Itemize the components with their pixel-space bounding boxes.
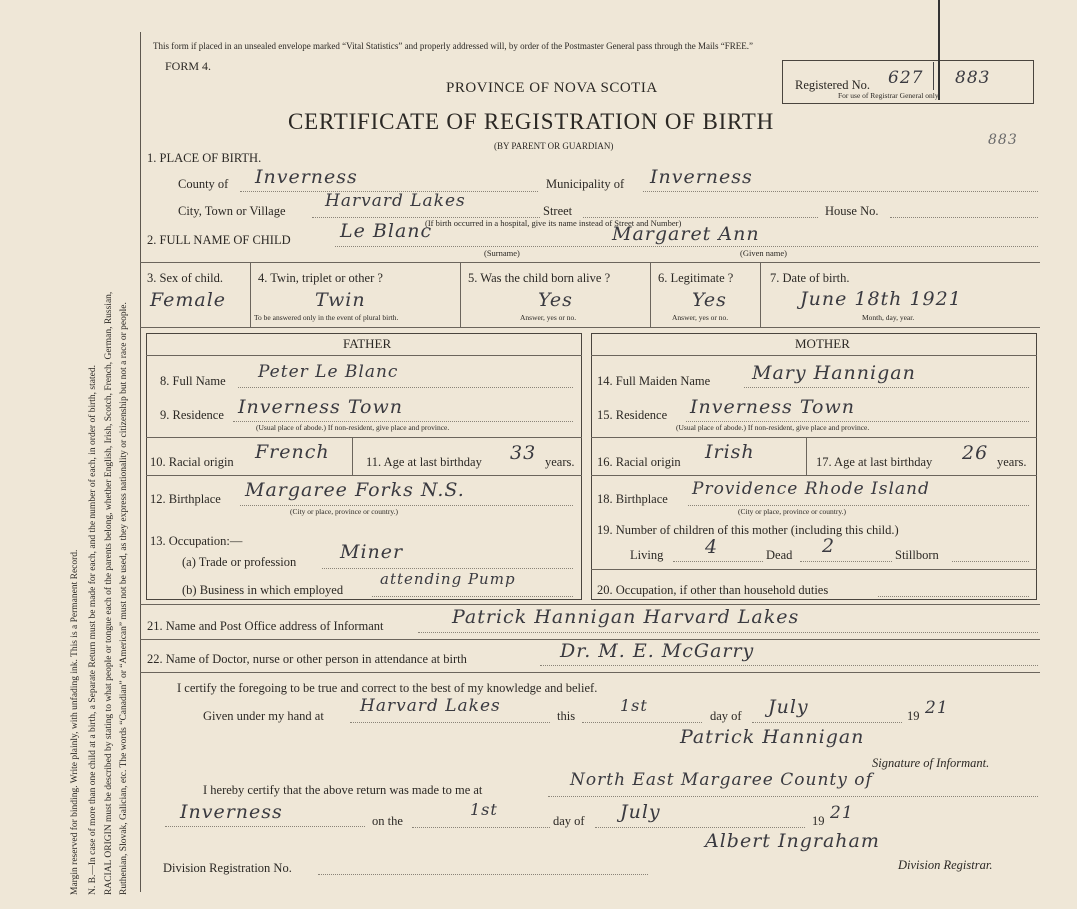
mother-children-label: 19. Number of children of this mother (including this child.)	[597, 523, 899, 537]
child-given-name: Margaret Ann	[612, 223, 760, 245]
certify-year-prefix: 19	[907, 709, 920, 723]
registrar-month-value: July	[620, 801, 661, 823]
registered-value-a: 627	[888, 68, 924, 88]
margin-note-ruthenian: Ruthenian, Slovak, Galician, etc. The words “Canadian” or “American” must not be used, as they express nationality or citizenship but not a race or people.	[119, 302, 129, 895]
father-trade-label: (a) Trade or profession	[182, 555, 297, 569]
doctor-label: 22. Name of Doctor, nurse or other person in attendance at birth	[147, 652, 467, 666]
registrar-year-value: 21	[830, 803, 854, 823]
mailing-notice: This form if placed in an unsealed envelope marked “Vital Statistics” and properly addressed will, by order of the Postmaster General pass through the Mails “FREE.”	[153, 41, 754, 51]
certify-statement: I certify the foregoing to be true and correct to the best of my knowledge and belief.	[177, 681, 598, 695]
father-business-label: (b) Business in which employed	[182, 583, 344, 597]
twin-label: 4. Twin, triplet or other ?	[258, 271, 383, 285]
father-birthplace-caption: (City or place, province or country.)	[290, 507, 399, 516]
page-subtitle: (BY PARENT OR GUARDIAN)	[494, 141, 614, 151]
father-age-value: 33	[510, 442, 537, 464]
certify-year-value: 21	[925, 698, 949, 718]
father-birthplace-value: Margaree Forks N.S.	[245, 479, 465, 501]
mother-residence-label: 15. Residence	[597, 408, 668, 422]
father-name-label: 8. Full Name	[160, 374, 226, 388]
twin-caption: To be answered only in the event of plural birth.	[254, 313, 399, 322]
father-occupation-label: 13. Occupation:—	[150, 534, 243, 548]
alive-label: 5. Was the child born alive ?	[468, 271, 611, 285]
legitimate-value: Yes	[692, 289, 727, 311]
county-label: County of	[178, 177, 229, 191]
birth-date-caption: Month, day, year.	[862, 313, 915, 322]
margin-note-binding: Margin reserved for binding. Write plainly, with unfading ink. This is a Permanent Record.	[70, 549, 80, 895]
father-heading: FATHER	[343, 336, 392, 351]
pen-stroke	[938, 0, 940, 100]
mother-birthplace-caption: (City or place, province or country.)	[738, 507, 847, 516]
father-racial-value: French	[255, 441, 330, 463]
registrar-year-prefix: 19	[812, 814, 825, 828]
mother-heading: MOTHER	[795, 336, 850, 351]
father-racial-label: 10. Racial origin	[150, 455, 234, 469]
mother-name-label: 14. Full Maiden Name	[597, 374, 711, 388]
legitimate-label: 6. Legitimate ?	[658, 271, 734, 285]
hospital-note: (If birth occurred in a hospital, give its name instead of Street and Number)	[425, 218, 682, 228]
father-age-label: 11. Age at last birthday	[366, 455, 482, 469]
city-value: Harvard Lakes	[325, 191, 466, 211]
informant-signature-caption: Signature of Informant.	[872, 756, 990, 770]
margin-note-nb: N. B.—In case of more than one child at a birth, a Separate Return must be made for each, and the number of each, in order of birth, stated.	[88, 365, 98, 895]
municipality-label: Municipality of	[546, 177, 625, 191]
registered-divider	[933, 62, 934, 90]
registered-value-b: 883	[955, 68, 991, 88]
mother-name-value: Mary Hannigan	[752, 362, 916, 384]
registrar-place-value-2: Inverness	[180, 801, 283, 823]
registrar-on-label: on the	[372, 814, 403, 828]
child-surname: Le Blanc	[340, 220, 433, 242]
form-number: FORM 4.	[165, 59, 212, 73]
father-business-value: attending Pump	[380, 570, 516, 588]
given-under-label: Given under my hand at	[203, 709, 324, 723]
county-value: Inverness	[255, 166, 358, 188]
registrar-signature: Albert Ingraham	[705, 830, 880, 852]
dead-label: Dead	[766, 548, 793, 562]
informant-label: 21. Name and Post Office address of Informant	[147, 619, 384, 633]
legitimate-caption: Answer, yes or no.	[672, 313, 729, 322]
mother-residence-caption: (Usual place of abode.) If non-resident, give place and province.	[676, 423, 870, 432]
alive-value: Yes	[538, 289, 573, 311]
certify-month-value: July	[768, 696, 809, 718]
mother-racial-value: Irish	[705, 441, 755, 463]
registered-note: For use of Registrar General only.	[838, 91, 940, 100]
doctor-value: Dr. M. E. McGarry	[560, 640, 755, 662]
certify-day-of-label: day of	[710, 709, 742, 723]
informant-signature: Patrick Hannigan	[680, 726, 865, 748]
mother-occupation-label: 20. Occupation, if other than household duties	[597, 583, 829, 597]
city-label: City, Town or Village	[178, 204, 286, 218]
dead-value: 2	[822, 535, 836, 557]
informant-value: Patrick Hannigan Harvard Lakes	[452, 606, 800, 628]
child-name-label: 2. FULL NAME OF CHILD	[147, 233, 291, 247]
province-heading: PROVINCE OF NOVA SCOTIA	[446, 80, 658, 96]
margin-note-racial-origin: RACIAL ORIGIN must be described by stating to what people or tongue each of the parents belong, whether English, Irish, Scotch, French, German, Russian,	[104, 291, 114, 895]
house-label: House No.	[825, 204, 879, 218]
registrar-signature-caption: Division Registrar.	[898, 858, 993, 872]
given-place-value: Harvard Lakes	[360, 696, 501, 716]
mother-birthplace-value: Providence Rhode Island	[692, 479, 930, 499]
birth-date-label: 7. Date of birth.	[770, 271, 850, 285]
sex-label: 3. Sex of child.	[147, 271, 224, 285]
division-registration-label: Division Registration No.	[163, 861, 292, 875]
stamp-number: 883	[988, 132, 1018, 148]
birth-date-value: June 18th 1921	[800, 288, 962, 310]
certify-day-value: 1st	[620, 696, 648, 715]
father-age-years: years.	[545, 455, 575, 469]
mother-racial-label: 16. Racial origin	[597, 455, 681, 469]
stillborn-label: Stillborn	[895, 548, 939, 562]
registrar-place-value: North East Margaree County of	[570, 770, 873, 790]
page-title: CERTIFICATE OF REGISTRATION OF BIRTH	[288, 109, 775, 134]
sex-value: Female	[150, 289, 227, 311]
alive-caption: Answer, yes or no.	[520, 313, 577, 322]
registrar-statement: I hereby certify that the above return was made to me at	[203, 783, 483, 797]
mother-birthplace-label: 18. Birthplace	[597, 492, 668, 506]
father-name-value: Peter Le Blanc	[258, 362, 399, 382]
registered-label: Registered No.	[795, 78, 870, 92]
given-name-caption: (Given name)	[740, 248, 787, 258]
mother-residence-value: Inverness Town	[690, 396, 855, 418]
registrar-day-value: 1st	[470, 800, 498, 819]
place-section-label: 1. PLACE OF BIRTH.	[147, 151, 262, 165]
registrar-day-of-label: day of	[553, 814, 585, 828]
father-residence-value: Inverness Town	[238, 396, 403, 418]
living-label: Living	[630, 548, 664, 562]
father-residence-label: 9. Residence	[160, 408, 224, 422]
binding-rule	[140, 32, 141, 892]
municipality-value: Inverness	[650, 166, 753, 188]
father-birthplace-label: 12. Birthplace	[150, 492, 221, 506]
this-label: this	[557, 709, 576, 723]
twin-value: Twin	[315, 289, 366, 311]
surname-caption: (Surname)	[484, 248, 520, 258]
mother-age-years: years.	[997, 455, 1027, 469]
mother-age-value: 26	[962, 442, 989, 464]
living-value: 4	[705, 536, 719, 558]
street-label: Street	[543, 204, 573, 218]
father-residence-caption: (Usual place of abode.) If non-resident, give place and province.	[256, 423, 450, 432]
mother-age-label: 17. Age at last birthday	[816, 455, 933, 469]
father-trade-value: Miner	[340, 541, 404, 563]
